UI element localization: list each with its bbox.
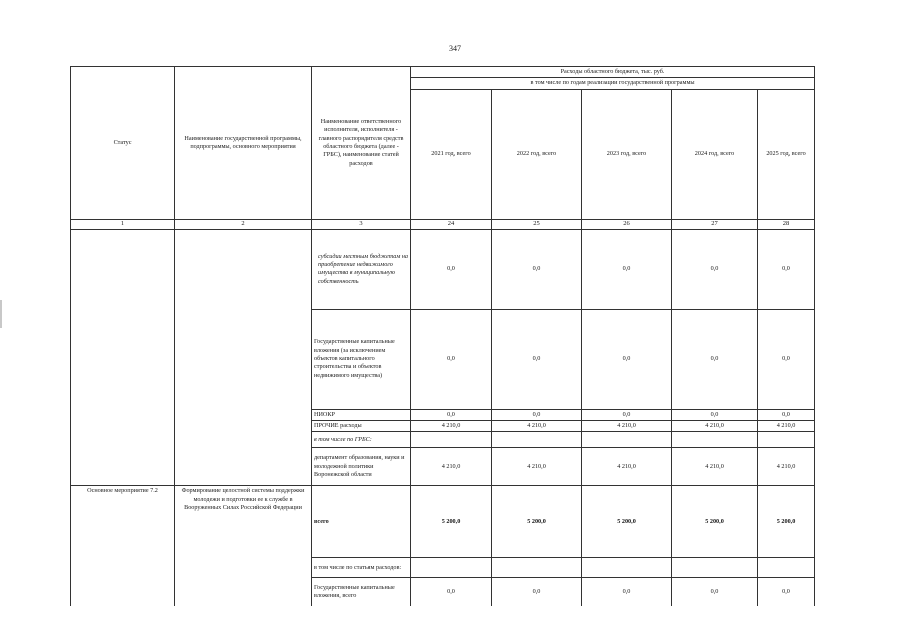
page-number: 347: [449, 44, 461, 53]
header-by-years: в том числе по годам реализации государственной программы: [411, 78, 815, 89]
value-cell: 0,0: [758, 409, 815, 420]
value-cell: [582, 558, 672, 578]
value-cell: 0,0: [672, 229, 758, 309]
value-cell: 5 200,0: [672, 486, 758, 558]
column-number: 2: [175, 219, 312, 229]
value-cell: [758, 558, 815, 578]
value-cell: [672, 432, 758, 448]
column-number: 3: [312, 219, 411, 229]
value-cell: [492, 558, 582, 578]
value-cell: 0,0: [492, 309, 582, 409]
value-cell: 0,0: [672, 578, 758, 606]
column-number: 24: [411, 219, 492, 229]
row-label: НИОКР: [312, 409, 411, 420]
column-number: 26: [582, 219, 672, 229]
row-label: всего: [312, 486, 411, 558]
value-cell: 0,0: [582, 229, 672, 309]
value-cell: [492, 432, 582, 448]
value-cell: 4 210,0: [758, 448, 815, 486]
row-label: в том числе по статьям расходов:: [312, 558, 411, 578]
value-cell: 4 210,0: [492, 448, 582, 486]
header-year-2021: 2021 год, всего: [411, 89, 492, 219]
header-status: Статус: [71, 67, 175, 220]
value-cell: 4 210,0: [672, 421, 758, 432]
row-label: Государственные капитальные вложения (за исключением объектов капитального строительства и объектов недвижимого имущества): [312, 309, 411, 409]
value-cell: 0,0: [492, 229, 582, 309]
row-label: Государственные капитальные вложения, всего: [312, 578, 411, 606]
program-cell-empty: [175, 229, 312, 486]
header-year-2025: 2025 год, всего: [758, 89, 815, 219]
column-number: 28: [758, 219, 815, 229]
value-cell: 4 210,0: [411, 421, 492, 432]
value-cell: 4 210,0: [672, 448, 758, 486]
value-cell: 0,0: [672, 409, 758, 420]
column-number: 1: [71, 219, 175, 229]
value-cell: 0,0: [672, 309, 758, 409]
value-cell: 5 200,0: [492, 486, 582, 558]
value-cell: 4 210,0: [582, 421, 672, 432]
value-cell: 0,0: [758, 309, 815, 409]
value-cell: 0,0: [411, 409, 492, 420]
value-cell: 0,0: [411, 229, 492, 309]
value-cell: [758, 432, 815, 448]
header-program-name: Наименование государственной программы, подпрограммы, основного мероприятия: [175, 67, 312, 220]
header-executor: Наименование ответственного исполнителя, исполнителя - главного распорядителя средств областного бюджета (далее - ГРБС), наименование статей расходов: [312, 67, 411, 220]
value-cell: 0,0: [492, 578, 582, 606]
value-cell: [411, 432, 492, 448]
row-label: департамент образования, науки и молодежной политики Воронежской области: [312, 448, 411, 486]
table-row: [71, 229, 815, 309]
row-label: в том числе по ГРБС:: [312, 432, 411, 448]
column-number: 27: [672, 219, 758, 229]
budget-table: [70, 66, 815, 606]
value-cell: 0,0: [582, 578, 672, 606]
value-cell: 0,0: [758, 229, 815, 309]
value-cell: [411, 558, 492, 578]
value-cell: 4 210,0: [582, 448, 672, 486]
value-cell: 0,0: [758, 578, 815, 606]
table-row: [71, 486, 815, 558]
value-cell: 5 200,0: [758, 486, 815, 558]
status-cell-empty: [71, 229, 175, 486]
header-year-2022: 2022 год, всего: [492, 89, 582, 219]
value-cell: 5 200,0: [411, 486, 492, 558]
value-cell: 4 210,0: [492, 421, 582, 432]
value-cell: 4 210,0: [758, 421, 815, 432]
value-cell: 5 200,0: [582, 486, 672, 558]
value-cell: 0,0: [492, 409, 582, 420]
header-year-2024: 2024 год, всего: [672, 89, 758, 219]
value-cell: [672, 558, 758, 578]
value-cell: 0,0: [411, 578, 492, 606]
header-budget-title: Расходы областного бюджета, тыс. руб.: [411, 67, 815, 78]
value-cell: 4 210,0: [411, 448, 492, 486]
value-cell: 0,0: [582, 309, 672, 409]
header-year-2023: 2023 год, всего: [582, 89, 672, 219]
row-label: ПРОЧИЕ расходы: [312, 421, 411, 432]
value-cell: 0,0: [582, 409, 672, 420]
scan-edge-mark: [0, 300, 2, 328]
value-cell: [582, 432, 672, 448]
row-label: субсидии местным бюджетам на приобретение недвижимого имущества в муниципальную собственность: [312, 229, 411, 309]
column-number: 25: [492, 219, 582, 229]
measure-status: Основное мероприятие 7.2: [71, 486, 175, 606]
value-cell: 0,0: [411, 309, 492, 409]
measure-name: Формирование целостной системы поддержки молодежи и подготовки ее к службе в Вооруженных Силах Российской Федерации: [175, 486, 312, 606]
